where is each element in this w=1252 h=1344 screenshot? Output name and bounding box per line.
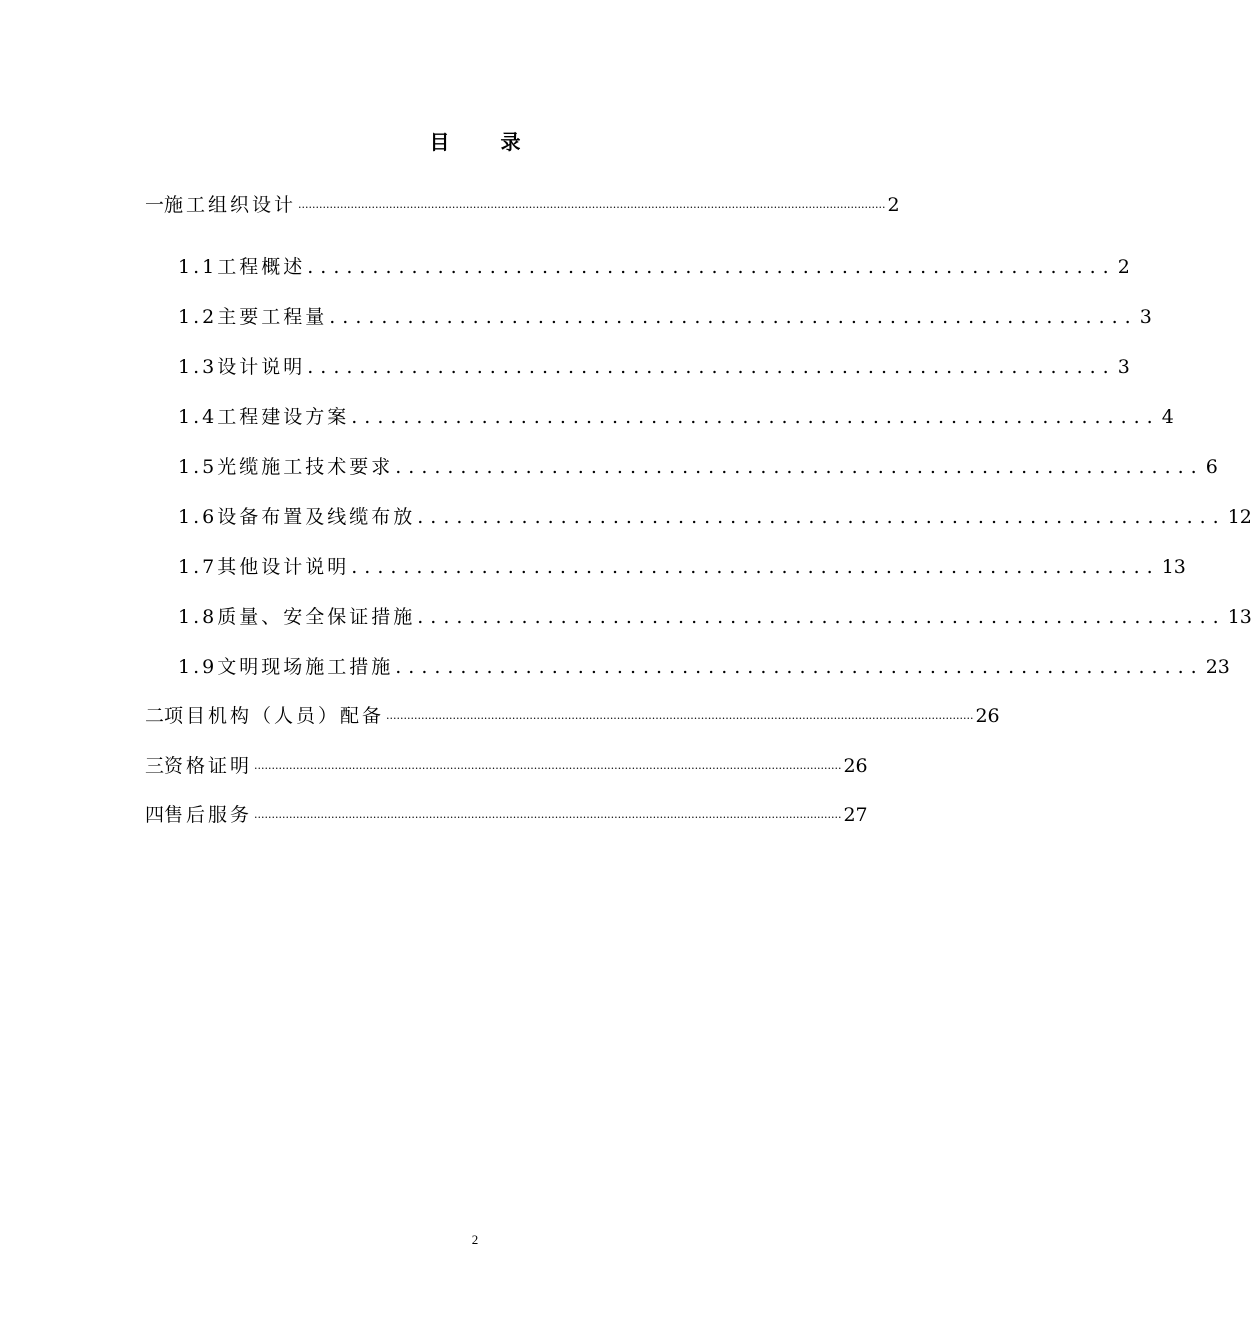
toc-entry-label: 设计说明 [217, 356, 306, 378]
toc-entry-page: 23 [1205, 656, 1230, 678]
toc-entry-page: 6 [1205, 456, 1218, 478]
toc-entry-1-2[interactable] [178, 303, 1152, 331]
toc-entry-number: 1.9 [178, 656, 218, 678]
toc-entry-page: 13 [1161, 556, 1186, 578]
toc-entry-label: 文明现场施工措施 [217, 656, 394, 678]
toc-entry-number: 1.6 [178, 506, 218, 528]
toc-leader-dots: .............................................................. [329, 306, 1138, 328]
toc-leader-dots: .............................................................. [351, 406, 1160, 428]
toc-entry-number: 四 [145, 804, 165, 826]
toc-entry-2[interactable] [145, 702, 1000, 730]
toc-entry-label: 光缆施工技术要求 [217, 456, 394, 478]
toc-leader-dots: .............................................................. [417, 606, 1226, 628]
toc-entry-label: 工程建设方案 [217, 406, 350, 428]
toc-entry-1-6[interactable] [178, 503, 1252, 531]
toc-entry-number: 二 [145, 705, 165, 727]
toc-entry-1-8[interactable] [178, 603, 1252, 631]
toc-entry-page: 13 [1227, 606, 1252, 628]
toc-entry-page: 26 [975, 705, 1000, 727]
toc-entry-4[interactable] [145, 801, 868, 829]
toc-entry-label: 主要工程量 [217, 306, 328, 328]
toc-entry-page: 2 [1117, 256, 1130, 278]
toc-entry-number: 三 [145, 755, 165, 777]
toc-entry-1-7[interactable] [178, 553, 1186, 581]
toc-entry-page: 4 [1161, 406, 1174, 428]
toc-entry-number: 1.5 [178, 456, 218, 478]
toc-leader-dots: ........................................................................................................................................................................ [298, 198, 886, 211]
toc-leader-dots: .............................................................. [307, 256, 1116, 278]
toc-entry-1-9[interactable] [178, 653, 1230, 681]
toc-entry-label: 售后服务 [164, 804, 253, 826]
toc-entry-page: 3 [1117, 356, 1130, 378]
toc-entry-label: 质量、安全保证措施 [217, 606, 416, 628]
toc-entry-1-5[interactable] [178, 453, 1218, 481]
toc-entry-page: 2 [887, 194, 900, 216]
toc-leader-dots: .............................................................. [307, 356, 1116, 378]
toc-leader-dots: ........................................................................................................................................................................ [254, 808, 842, 821]
toc-entry-number: 1.4 [178, 406, 218, 428]
toc-entry-label: 其他设计说明 [217, 556, 350, 578]
toc-entry-1-3[interactable] [178, 353, 1130, 381]
toc-leader-dots: ........................................................................................................................................................................ [386, 709, 974, 722]
toc-entry-page: 27 [843, 804, 868, 826]
toc-entry-page: 3 [1139, 306, 1152, 328]
toc-entry-number: 1.3 [178, 356, 218, 378]
toc-leader-dots: .............................................................. [395, 656, 1204, 678]
page-number: 2 [471, 1232, 479, 1247]
toc-entry-page: 12 [1227, 506, 1252, 528]
toc-entry-3[interactable] [145, 752, 868, 780]
toc-entry-label: 工程概述 [217, 256, 306, 278]
toc-entry-number: 1.8 [178, 606, 218, 628]
toc-entry-1-1[interactable] [178, 253, 1130, 281]
toc-leader-dots: .............................................................. [417, 506, 1226, 528]
toc-entry-number: 1.1 [178, 256, 218, 278]
toc-entry-page: 26 [843, 755, 868, 777]
toc-entry-1[interactable] [145, 191, 900, 219]
toc-entry-number: 1.7 [178, 556, 218, 578]
toc-entry-label: 施工组织设计 [164, 194, 297, 216]
toc-entry-number: 一 [145, 194, 165, 216]
toc-entry-label: 设备布置及线缆布放 [217, 506, 416, 528]
toc-leader-dots: .............................................................. [351, 556, 1160, 578]
toc-entry-label: 项目机构（人员）配备 [164, 705, 385, 727]
toc-entry-1-4[interactable] [178, 403, 1174, 431]
toc-entry-number: 1.2 [178, 306, 218, 328]
toc-leader-dots: ........................................................................................................................................................................ [254, 759, 842, 772]
toc-leader-dots: .............................................................. [395, 456, 1204, 478]
toc-entry-label: 资格证明 [164, 755, 253, 777]
toc-title: 目 录 [429, 130, 543, 154]
